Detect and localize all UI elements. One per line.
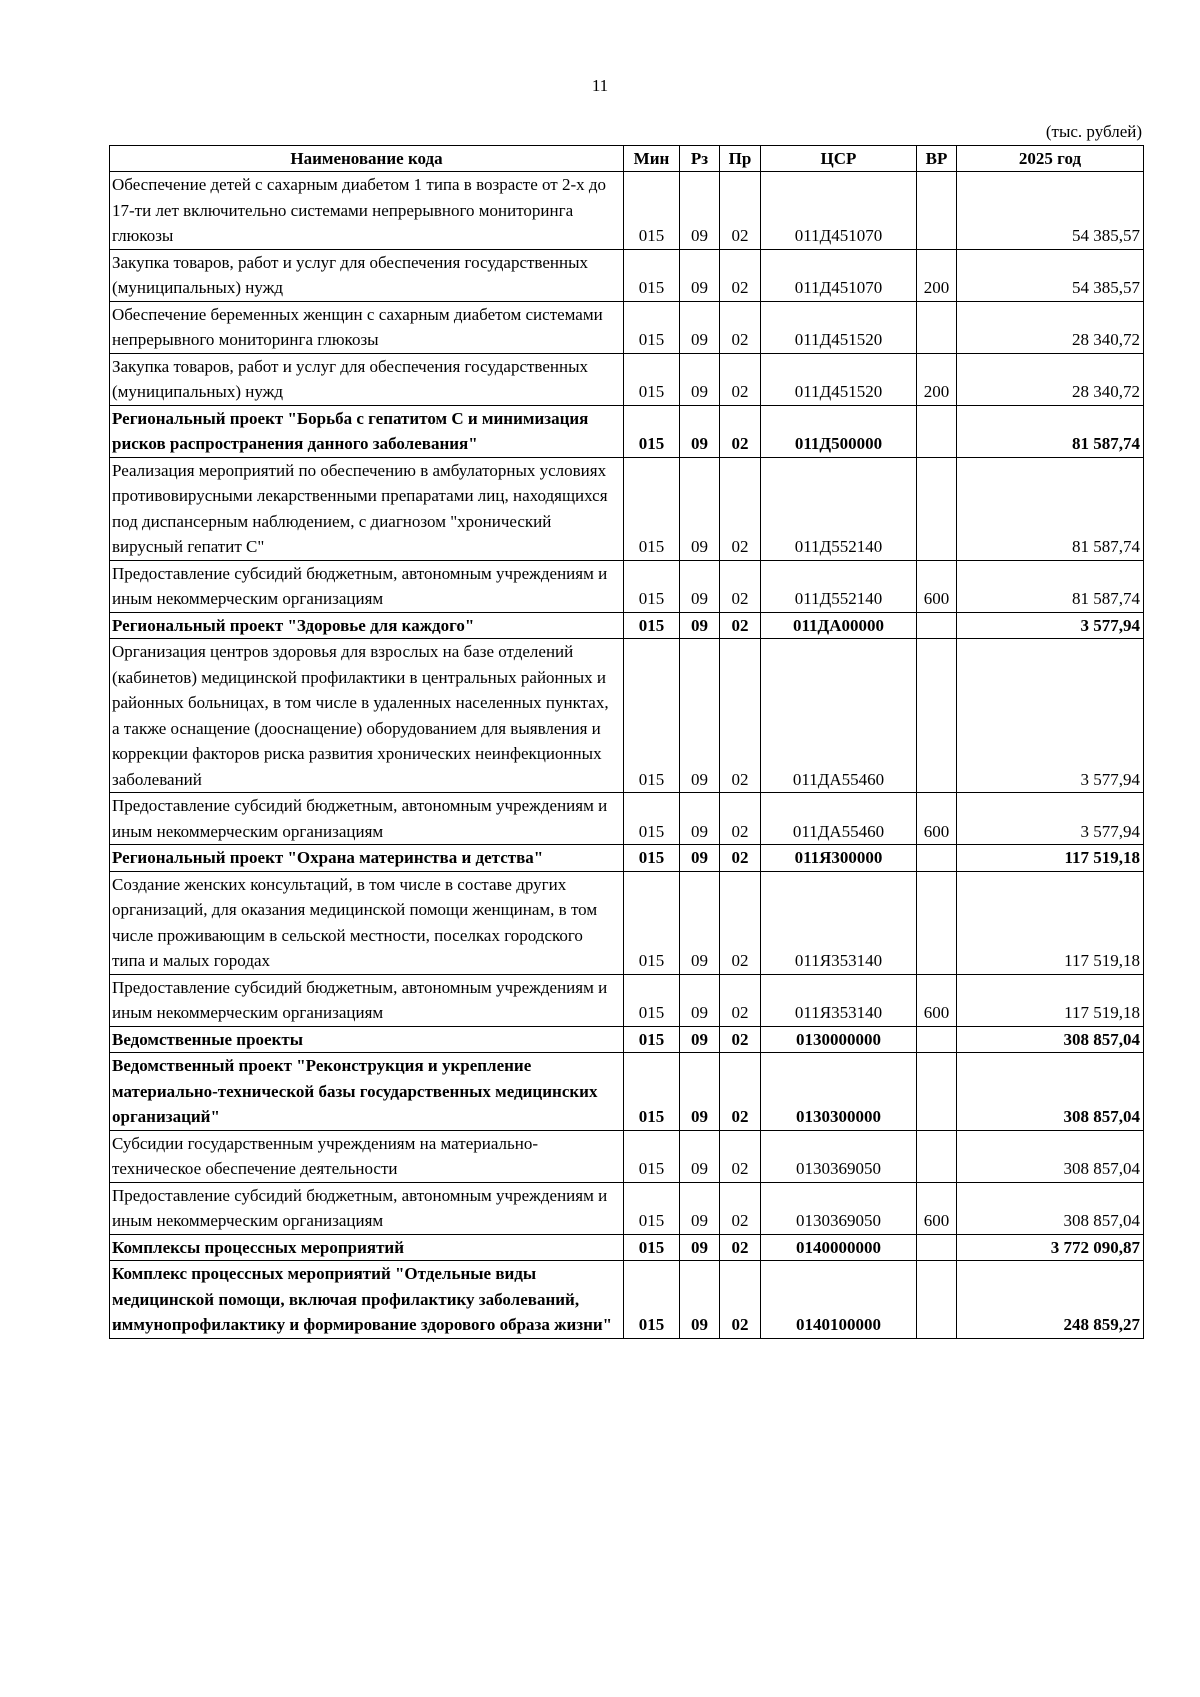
cell-min: 015 [624,1182,680,1234]
cell-rz: 09 [680,560,720,612]
cell-name: Региональный проект "Охрана материнства и детства" [110,845,624,872]
cell-amount: 117 519,18 [957,871,1144,974]
cell-vr: 600 [917,974,957,1026]
cell-vr [917,457,957,560]
cell-csr: 011Д552140 [761,560,917,612]
cell-rz: 09 [680,1053,720,1131]
cell-csr: 011Я353140 [761,974,917,1026]
table-row [110,301,1144,353]
cell-csr: 011Д451520 [761,353,917,405]
cell-rz: 09 [680,845,720,872]
cell-vr [917,172,957,250]
cell-amount: 54 385,57 [957,172,1144,250]
cell-pr: 02 [720,871,761,974]
cell-rz: 09 [680,974,720,1026]
cell-vr: 200 [917,249,957,301]
table-row [110,353,1144,405]
cell-amount: 308 857,04 [957,1182,1144,1234]
cell-rz: 09 [680,793,720,845]
cell-amount: 3 577,94 [957,612,1144,639]
table-row [110,1053,1144,1131]
cell-amount: 81 587,74 [957,560,1144,612]
cell-amount: 308 857,04 [957,1053,1144,1131]
cell-pr: 02 [720,353,761,405]
cell-rz: 09 [680,172,720,250]
cell-vr [917,1234,957,1261]
cell-csr: 0130000000 [761,1026,917,1053]
cell-rz: 09 [680,457,720,560]
cell-rz: 09 [680,249,720,301]
cell-name: Региональный проект "Борьба с гепатитом С и минимизация рисков распространения данного заболевания" [110,405,624,457]
page-number: 11 [591,76,609,95]
cell-vr [917,612,957,639]
cell-csr: 011Я300000 [761,845,917,872]
cell-amount: 308 857,04 [957,1130,1144,1182]
cell-vr [917,1026,957,1053]
cell-csr: 0140000000 [761,1234,917,1261]
cell-vr [917,301,957,353]
header-min: Мин [624,146,680,172]
table-row [110,1130,1144,1182]
cell-csr: 011Д451520 [761,301,917,353]
units-label: (тыс. рублей) [1045,122,1142,141]
cell-name: Комплекс процессных мероприятий "Отдельные виды медицинской помощи, включая профилактику заболеваний, иммунопрофилактику и формирование здорового образа жизни" [110,1261,624,1339]
cell-min: 015 [624,612,680,639]
cell-name: Предоставление субсидий бюджетным, автономным учреждениям и иным некоммерческим организациям [110,793,624,845]
cell-name: Региональный проект "Здоровье для каждого" [110,612,624,639]
cell-min: 015 [624,560,680,612]
cell-name: Обеспечение беременных женщин с сахарным диабетом системами непрерывного мониторинга глюкозы [110,301,624,353]
cell-pr: 02 [720,301,761,353]
table-row [110,639,1144,793]
cell-csr: 011Д552140 [761,457,917,560]
cell-min: 015 [624,1234,680,1261]
cell-pr: 02 [720,612,761,639]
cell-pr: 02 [720,1182,761,1234]
cell-pr: 02 [720,457,761,560]
header-year: 2025 год [957,146,1144,172]
cell-min: 015 [624,974,680,1026]
cell-amount: 28 340,72 [957,301,1144,353]
cell-vr [917,871,957,974]
cell-rz: 09 [680,1182,720,1234]
cell-min: 015 [624,639,680,793]
cell-min: 015 [624,405,680,457]
cell-amount: 3 577,94 [957,793,1144,845]
table-row [110,1026,1144,1053]
cell-name: Обеспечение детей с сахарным диабетом 1 типа в возрасте от 2-х до 17-ти лет включительно системами непрерывного мониторинга глюкозы [110,172,624,250]
cell-csr: 0130300000 [761,1053,917,1131]
table-row [110,871,1144,974]
cell-rz: 09 [680,301,720,353]
cell-rz: 09 [680,1261,720,1339]
table-row [110,560,1144,612]
cell-csr: 011Д451070 [761,249,917,301]
cell-pr: 02 [720,560,761,612]
cell-rz: 09 [680,1026,720,1053]
cell-vr [917,845,957,872]
cell-rz: 09 [680,612,720,639]
cell-pr: 02 [720,639,761,793]
cell-csr: 0130369050 [761,1130,917,1182]
header-rz: Рз [680,146,720,172]
cell-min: 015 [624,793,680,845]
cell-vr: 600 [917,793,957,845]
table-row [110,172,1144,250]
cell-amount: 3 772 090,87 [957,1234,1144,1261]
cell-pr: 02 [720,845,761,872]
cell-amount: 117 519,18 [957,974,1144,1026]
cell-amount: 248 859,27 [957,1261,1144,1339]
cell-rz: 09 [680,1130,720,1182]
table-header-row [110,146,1144,172]
cell-csr: 011Д500000 [761,405,917,457]
cell-name: Предоставление субсидий бюджетным, автономным учреждениям и иным некоммерческим организациям [110,1182,624,1234]
cell-name: Создание женских консультаций, в том числе в составе других организаций, для оказания медицинской помощи женщинам, в том числе проживающим в сельской местности, поселках городского типа и малых городах [110,871,624,974]
cell-vr [917,639,957,793]
cell-amount: 308 857,04 [957,1026,1144,1053]
cell-name: Закупка товаров, работ и услуг для обеспечения государственных (муниципальных) нужд [110,353,624,405]
cell-pr: 02 [720,1261,761,1339]
table-row [110,612,1144,639]
header-name: Наименование кода [110,146,624,172]
cell-pr: 02 [720,1234,761,1261]
cell-min: 015 [624,845,680,872]
cell-pr: 02 [720,249,761,301]
cell-rz: 09 [680,353,720,405]
cell-pr: 02 [720,793,761,845]
cell-amount: 117 519,18 [957,845,1144,872]
cell-min: 015 [624,172,680,250]
cell-rz: 09 [680,1234,720,1261]
cell-amount: 3 577,94 [957,639,1144,793]
cell-name: Субсидии государственным учреждениям на материально-техническое обеспечение деятельности [110,1130,624,1182]
cell-vr: 600 [917,1182,957,1234]
cell-min: 015 [624,1053,680,1131]
table-row [110,405,1144,457]
cell-rz: 09 [680,871,720,974]
cell-pr: 02 [720,974,761,1026]
cell-name: Комплексы процессных мероприятий [110,1234,624,1261]
cell-csr: 011Я353140 [761,871,917,974]
cell-csr: 011Д451070 [761,172,917,250]
cell-min: 015 [624,1026,680,1053]
cell-pr: 02 [720,172,761,250]
cell-csr: 0140100000 [761,1261,917,1339]
cell-name: Ведомственные проекты [110,1026,624,1053]
cell-csr: 011ДА00000 [761,612,917,639]
cell-min: 015 [624,301,680,353]
cell-name: Ведомственный проект "Реконструкция и укрепление материально-технической базы государственных медицинских организаций" [110,1053,624,1131]
cell-vr: 200 [917,353,957,405]
cell-rz: 09 [680,405,720,457]
cell-amount: 81 587,74 [957,405,1144,457]
table-row [110,457,1144,560]
cell-pr: 02 [720,1130,761,1182]
cell-vr [917,1053,957,1131]
cell-pr: 02 [720,1026,761,1053]
table-row [110,793,1144,845]
cell-amount: 54 385,57 [957,249,1144,301]
cell-min: 015 [624,457,680,560]
budget-table [109,145,1144,1339]
cell-name: Предоставление субсидий бюджетным, автономным учреждениям и иным некоммерческим организациям [110,560,624,612]
cell-amount: 28 340,72 [957,353,1144,405]
cell-min: 015 [624,1130,680,1182]
table-body [110,172,1144,1339]
cell-vr [917,1261,957,1339]
table-row [110,845,1144,872]
header-pr: Пр [720,146,761,172]
cell-vr [917,405,957,457]
cell-min: 015 [624,249,680,301]
cell-csr: 011ДА55460 [761,793,917,845]
cell-rz: 09 [680,639,720,793]
header-vr: ВР [917,146,957,172]
cell-min: 015 [624,871,680,974]
table-row [110,249,1144,301]
cell-vr [917,1130,957,1182]
table-row [110,1261,1144,1339]
cell-pr: 02 [720,405,761,457]
cell-name: Предоставление субсидий бюджетным, автономным учреждениям и иным некоммерческим организациям [110,974,624,1026]
table-row [110,1234,1144,1261]
table-row [110,974,1144,1026]
cell-amount: 81 587,74 [957,457,1144,560]
cell-name: Закупка товаров, работ и услуг для обеспечения государственных (муниципальных) нужд [110,249,624,301]
cell-vr: 600 [917,560,957,612]
cell-pr: 02 [720,1053,761,1131]
cell-csr: 0130369050 [761,1182,917,1234]
cell-name: Организация центров здоровья для взрослых на базе отделений (кабинетов) медицинской профилактики в центральных районных и районных больницах, в том числе в удаленных населенных пунктах, а также оснащение (дооснащение) оборудованием для выявления и коррекции факторов риска развития хронических неинфекционных заболеваний [110,639,624,793]
table-row [110,1182,1144,1234]
cell-min: 015 [624,1261,680,1339]
cell-name: Реализация мероприятий по обеспечению в амбулаторных условиях противовирусными лекарственными препаратами лиц, находящихся под диспансерным наблюдением, с диагнозом "хронический вирусный гепатит С" [110,457,624,560]
cell-csr: 011ДА55460 [761,639,917,793]
header-csr: ЦСР [761,146,917,172]
cell-min: 015 [624,353,680,405]
